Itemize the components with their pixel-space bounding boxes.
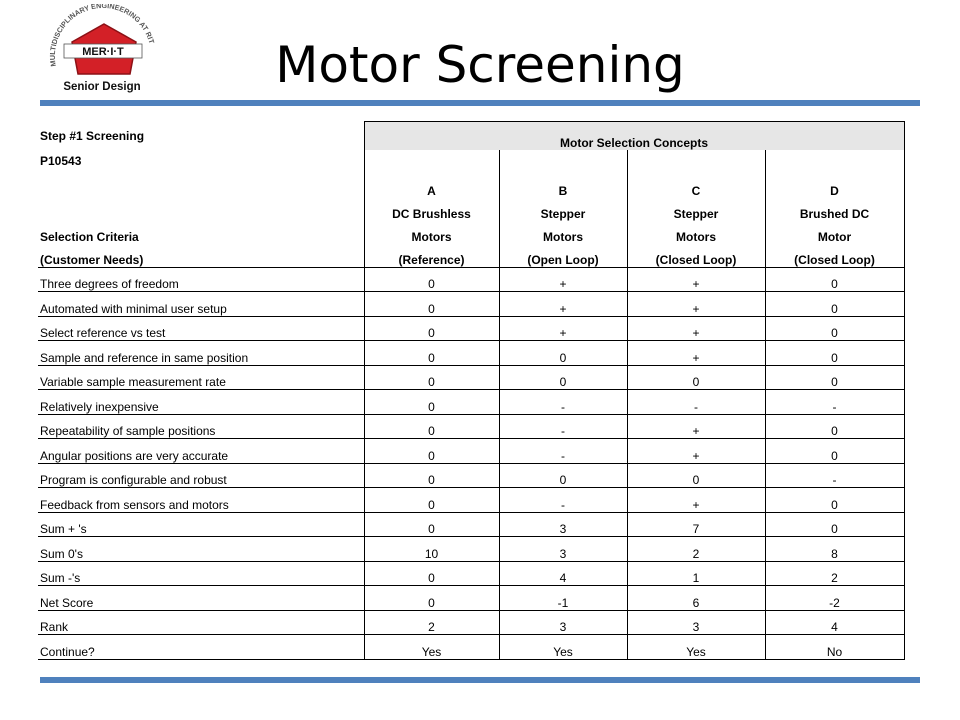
header-row-name-2 bbox=[38, 221, 904, 244]
score-cell: 0 bbox=[765, 292, 904, 317]
header-row-letters bbox=[38, 150, 904, 198]
table-row bbox=[38, 414, 904, 439]
score-cell: - bbox=[765, 463, 904, 488]
score-cell: + bbox=[627, 439, 765, 464]
criterion-cell: Repeatability of sample positions bbox=[38, 414, 364, 439]
concept-type: Motors bbox=[627, 221, 765, 244]
criterion-cell: Sample and reference in same position bbox=[38, 341, 364, 366]
summary-cell: 1 bbox=[627, 561, 765, 586]
table-row bbox=[38, 341, 904, 366]
summary-cell: 0 bbox=[765, 512, 904, 537]
concept-type: Motors bbox=[499, 221, 627, 244]
merit-logo bbox=[38, 4, 178, 96]
score-cell: - bbox=[627, 390, 765, 415]
score-cell: + bbox=[627, 488, 765, 513]
header-row-name-1 bbox=[38, 198, 904, 221]
table-row bbox=[38, 292, 904, 317]
table-row bbox=[38, 463, 904, 488]
score-cell: 0 bbox=[765, 365, 904, 390]
criterion-cell: Variable sample measurement rate bbox=[38, 365, 364, 390]
score-cell: + bbox=[499, 267, 627, 292]
concept-letter: D bbox=[765, 150, 904, 198]
summary-cell: 3 bbox=[627, 610, 765, 635]
score-cell: 0 bbox=[765, 267, 904, 292]
summary-label: Rank bbox=[38, 610, 364, 635]
concept-mode: (Reference) bbox=[364, 244, 499, 268]
score-cell: + bbox=[627, 341, 765, 366]
header-row-concepts bbox=[38, 122, 904, 150]
summary-row bbox=[38, 586, 904, 611]
logo-subtitle: Senior Design bbox=[63, 81, 141, 93]
score-cell: 0 bbox=[627, 463, 765, 488]
score-cell: - bbox=[499, 439, 627, 464]
criterion-cell: Automated with minimal user setup bbox=[38, 292, 364, 317]
table-row bbox=[38, 365, 904, 390]
summary-cell: 0 bbox=[364, 586, 499, 611]
summary-cell: 2 bbox=[627, 537, 765, 562]
concept-type: Motor bbox=[765, 221, 904, 244]
summary-cell: Yes bbox=[499, 635, 627, 660]
score-cell: 0 bbox=[364, 316, 499, 341]
summary-cell: 0 bbox=[364, 512, 499, 537]
score-cell: 0 bbox=[364, 414, 499, 439]
logo-arc-text: MULTIDISCIPLINARY ENGINEERING AT RIT bbox=[47, 4, 157, 68]
score-cell: 0 bbox=[765, 439, 904, 464]
score-cell: 0 bbox=[765, 341, 904, 366]
score-cell: 0 bbox=[364, 390, 499, 415]
summary-cell: No bbox=[765, 635, 904, 660]
score-cell: 0 bbox=[364, 463, 499, 488]
score-cell: 0 bbox=[364, 488, 499, 513]
summary-row bbox=[38, 610, 904, 635]
score-cell: 0 bbox=[364, 267, 499, 292]
score-cell: 0 bbox=[499, 341, 627, 366]
concept-letter: B bbox=[499, 150, 627, 198]
score-cell: + bbox=[627, 267, 765, 292]
summary-label: Sum 0's bbox=[38, 537, 364, 562]
concept-mode: (Closed Loop) bbox=[765, 244, 904, 268]
score-cell: + bbox=[627, 316, 765, 341]
concept-name: DC Brushless bbox=[364, 198, 499, 221]
top-accent-rule bbox=[40, 100, 920, 106]
table-row bbox=[38, 488, 904, 513]
bottom-accent-rule bbox=[40, 677, 920, 683]
summary-cell: -2 bbox=[765, 586, 904, 611]
concept-mode: (Open Loop) bbox=[499, 244, 627, 268]
score-cell: 0 bbox=[627, 365, 765, 390]
criterion-cell: Angular positions are very accurate bbox=[38, 439, 364, 464]
summary-label: Net Score bbox=[38, 586, 364, 611]
score-cell: 0 bbox=[364, 341, 499, 366]
summary-cell: Yes bbox=[627, 635, 765, 660]
score-cell: 0 bbox=[499, 365, 627, 390]
summary-cell: 6 bbox=[627, 586, 765, 611]
screening-matrix bbox=[38, 121, 904, 659]
summary-cell: 2 bbox=[765, 561, 904, 586]
score-cell: - bbox=[499, 390, 627, 415]
logo-wordmark: MER·I·T bbox=[82, 46, 124, 58]
score-cell: 0 bbox=[765, 316, 904, 341]
table-row bbox=[38, 267, 904, 292]
summary-cell: 3 bbox=[499, 537, 627, 562]
summary-cell: 4 bbox=[499, 561, 627, 586]
score-cell: 0 bbox=[765, 414, 904, 439]
summary-row bbox=[38, 512, 904, 537]
score-cell: 0 bbox=[364, 292, 499, 317]
merit-logo-graphic bbox=[38, 4, 178, 96]
table-row bbox=[38, 316, 904, 341]
concept-name: Stepper bbox=[499, 198, 627, 221]
concept-name: Stepper bbox=[627, 198, 765, 221]
concept-letter: C bbox=[627, 150, 765, 198]
concept-name: Brushed DC bbox=[765, 198, 904, 221]
table-row bbox=[38, 390, 904, 415]
criterion-cell: Three degrees of freedom bbox=[38, 267, 364, 292]
summary-cell: 3 bbox=[499, 512, 627, 537]
summary-cell: 7 bbox=[627, 512, 765, 537]
score-cell: - bbox=[765, 390, 904, 415]
concept-letter: A bbox=[364, 150, 499, 198]
summary-cell: 8 bbox=[765, 537, 904, 562]
criterion-cell: Relatively inexpensive bbox=[38, 390, 364, 415]
score-cell: - bbox=[499, 414, 627, 439]
summary-cell: -1 bbox=[499, 586, 627, 611]
summary-label: Sum + 's bbox=[38, 512, 364, 537]
summary-label: Continue? bbox=[38, 635, 364, 660]
page-title: Motor Screening bbox=[275, 36, 685, 94]
summary-cell: 10 bbox=[364, 537, 499, 562]
table-row bbox=[38, 439, 904, 464]
summary-row bbox=[38, 561, 904, 586]
concept-mode: (Closed Loop) bbox=[627, 244, 765, 268]
summary-row bbox=[38, 635, 904, 660]
summary-cell: 2 bbox=[364, 610, 499, 635]
score-cell: 0 bbox=[499, 463, 627, 488]
criterion-cell: Feedback from sensors and motors bbox=[38, 488, 364, 513]
summary-cell: 3 bbox=[499, 610, 627, 635]
concept-type: Motors bbox=[364, 221, 499, 244]
concepts-header: Motor Selection Concepts bbox=[364, 122, 904, 150]
header-row-name-3 bbox=[38, 244, 904, 268]
screening-table bbox=[38, 121, 905, 660]
score-cell: 0 bbox=[364, 439, 499, 464]
criteria-sublabel: (Customer Needs) bbox=[38, 244, 364, 268]
score-cell: + bbox=[499, 316, 627, 341]
project-id: P10543 bbox=[40, 153, 82, 168]
step-label: Step #1 Screening bbox=[40, 128, 145, 143]
summary-cell: 4 bbox=[765, 610, 904, 635]
criteria-label: Selection Criteria bbox=[40, 229, 139, 244]
summary-cell: Yes bbox=[364, 635, 499, 660]
score-cell: 0 bbox=[765, 488, 904, 513]
criterion-cell: Program is configurable and robust bbox=[38, 463, 364, 488]
score-cell: + bbox=[627, 414, 765, 439]
score-cell: + bbox=[499, 292, 627, 317]
summary-label: Sum -'s bbox=[38, 561, 364, 586]
criterion-cell: Select reference vs test bbox=[38, 316, 364, 341]
score-cell: 0 bbox=[364, 365, 499, 390]
score-cell: - bbox=[499, 488, 627, 513]
summary-cell: 0 bbox=[364, 561, 499, 586]
score-cell: + bbox=[627, 292, 765, 317]
summary-row bbox=[38, 537, 904, 562]
